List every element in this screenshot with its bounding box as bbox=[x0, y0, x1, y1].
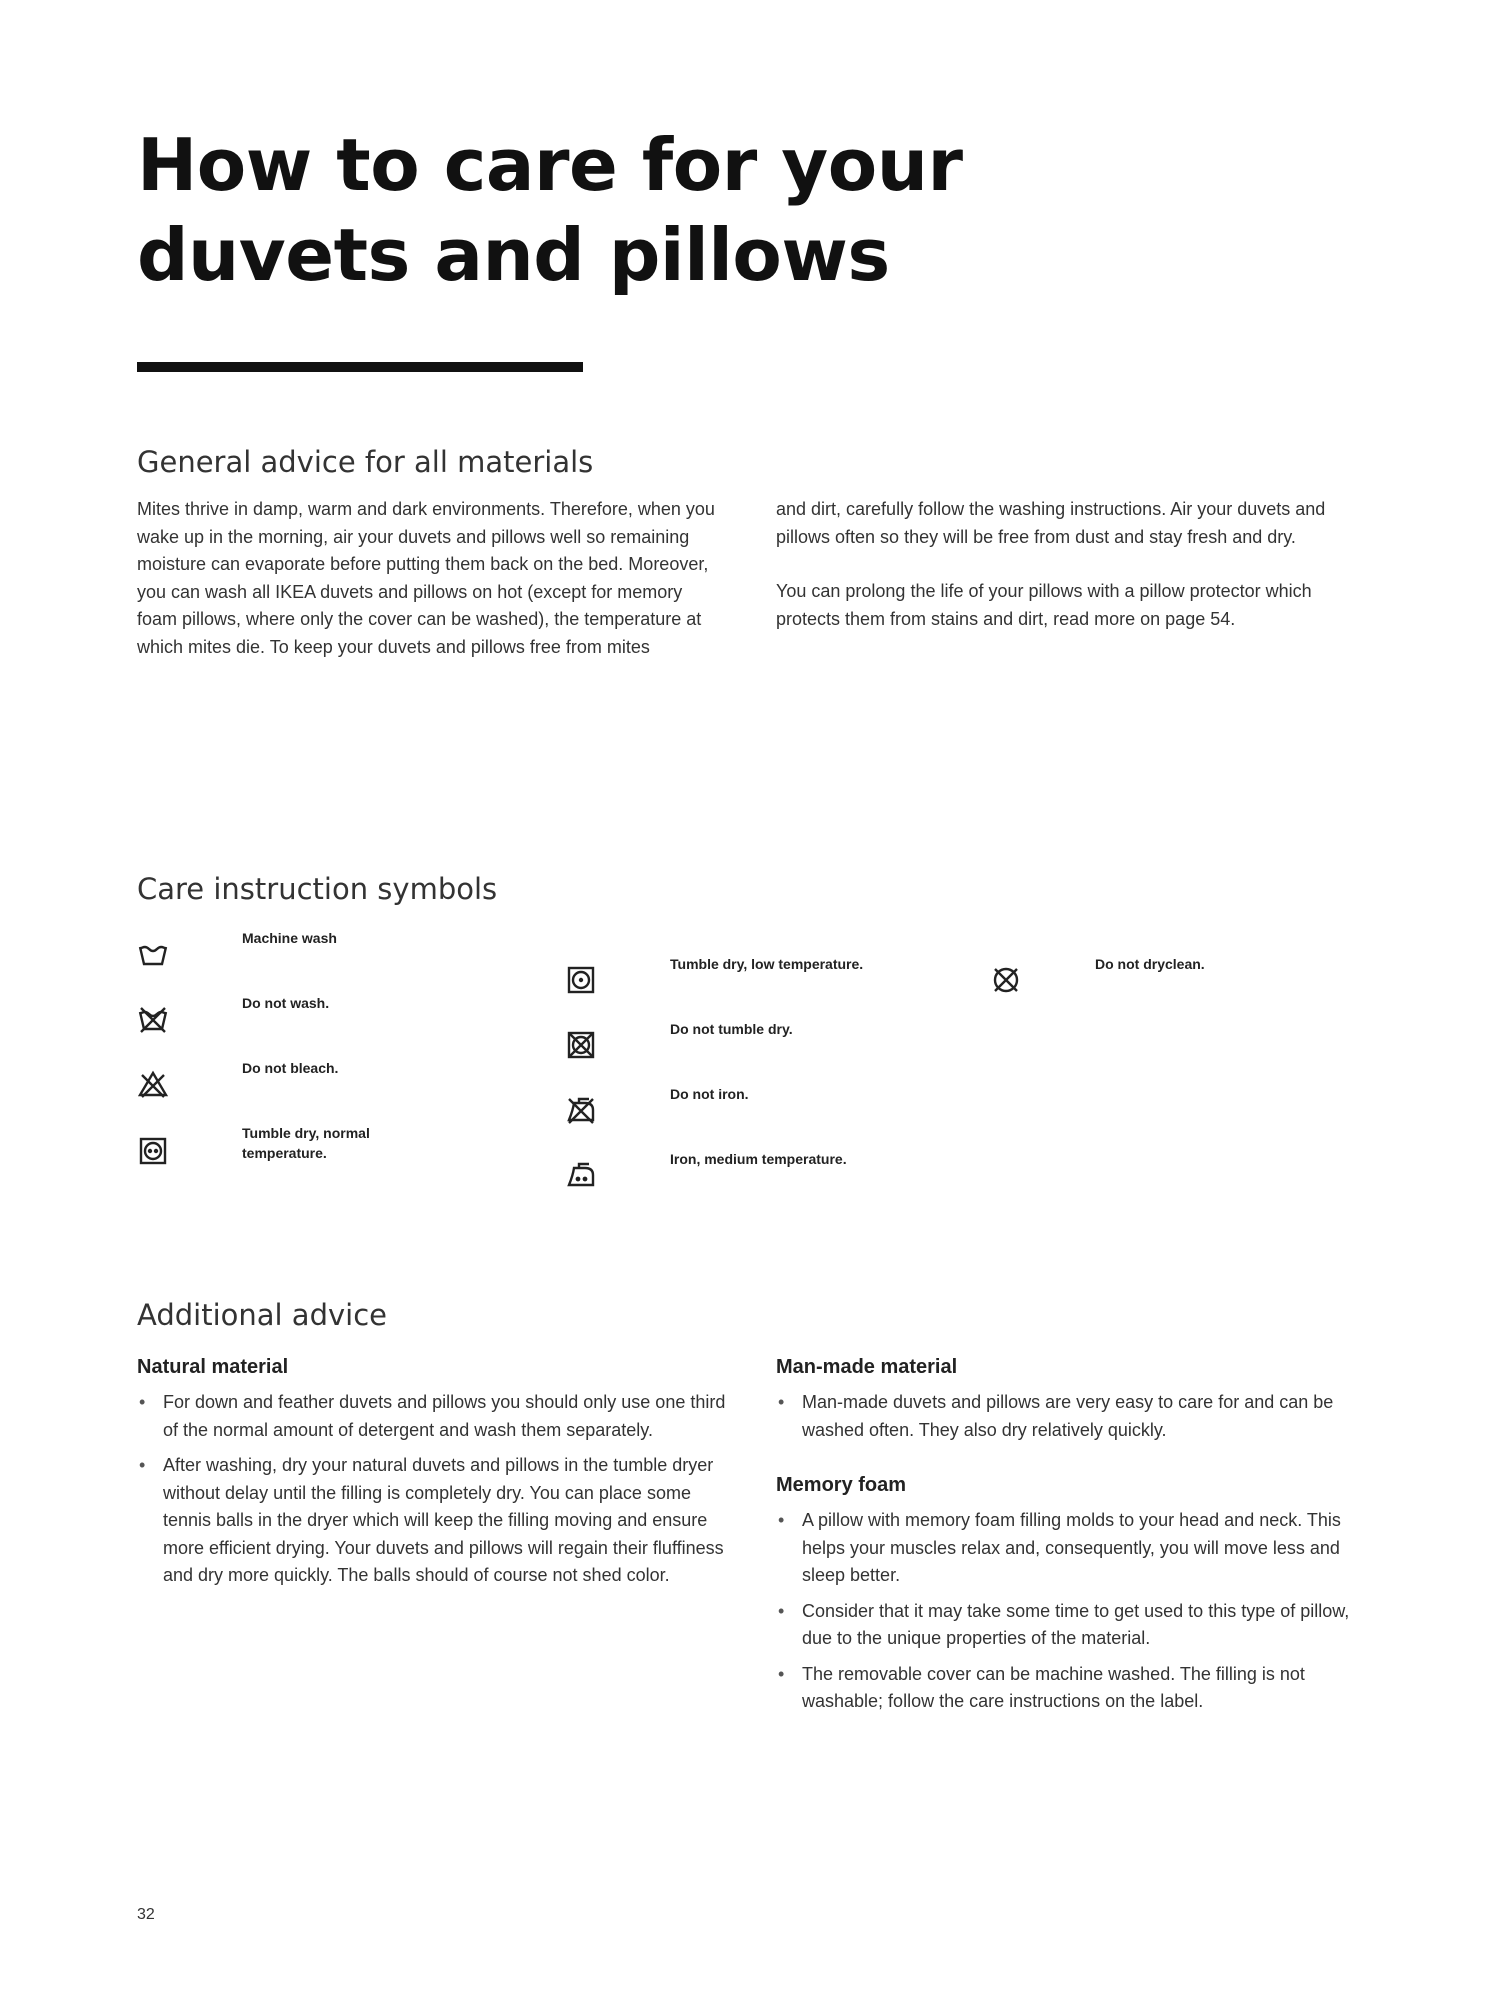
memory-foam-list bbox=[776, 1507, 1376, 1716]
do-not-wash-icon bbox=[137, 1003, 169, 1035]
care-symbols-grid bbox=[137, 928, 1437, 1208]
care-label: Do not dryclean. bbox=[1095, 956, 1205, 972]
natural-material-column bbox=[137, 1356, 737, 1598]
do-not-dryclean-icon bbox=[990, 964, 1022, 996]
care-symbols-heading: Care instruction symbols bbox=[137, 872, 498, 906]
care-label: Do not tumble dry. bbox=[670, 1021, 793, 1037]
additional-advice-heading: Additional advice bbox=[137, 1298, 387, 1332]
general-advice-heading: General advice for all materials bbox=[137, 445, 594, 479]
page-number: 32 bbox=[137, 1906, 155, 1923]
tumble-dry-low-icon bbox=[565, 964, 597, 996]
natural-material-list bbox=[137, 1389, 737, 1590]
manmade-material-title: Man-made material bbox=[776, 1356, 958, 1378]
care-label: Machine wash bbox=[242, 930, 337, 946]
list-item: • For down and feather duvets and pillows you should only use one third of the normal amount of detergent and wash them separately. bbox=[137, 1389, 737, 1444]
care-label: Tumble dry, low temperature. bbox=[670, 956, 864, 972]
care-label: Do not wash. bbox=[242, 995, 330, 1011]
iron-medium-icon bbox=[565, 1159, 597, 1191]
title-underline bbox=[137, 362, 583, 372]
list-item: • The removable cover can be machine washed. The filling is not washable; follow the care instructions on the label. bbox=[776, 1661, 1376, 1716]
manmade-memory-column bbox=[776, 1356, 1376, 1724]
care-label: Do not bleach. bbox=[242, 1060, 339, 1076]
tumble-dry-normal-icon bbox=[137, 1135, 169, 1167]
list-item: • Consider that it may take some time to get used to this type of pillow, due to the unique properties of the material. bbox=[776, 1598, 1376, 1653]
general-advice-col1 bbox=[137, 496, 727, 661]
do-not-bleach-icon bbox=[137, 1068, 169, 1100]
list-item: • A pillow with memory foam filling molds to your head and neck. This helps your muscles relax and, consequently, you will move less and sleep better. bbox=[776, 1507, 1376, 1590]
care-label: Iron, medium temperature. bbox=[670, 1151, 847, 1167]
natural-material-title: Natural material bbox=[137, 1356, 289, 1378]
general-advice-col2 bbox=[776, 496, 1366, 633]
care-label: Do not iron. bbox=[670, 1086, 749, 1102]
general-advice-paragraph-3: You can prolong the life of your pillows with a pillow protector which protects them from stains and dirt, read more on page 54. bbox=[776, 581, 1312, 629]
do-not-tumble-dry-icon bbox=[565, 1029, 597, 1061]
page-title: How to care for your duvets and pillows bbox=[137, 123, 963, 297]
care-label: Tumble dry, normal temperature. bbox=[242, 1125, 370, 1161]
do-not-iron-icon bbox=[565, 1094, 597, 1126]
list-item: • Man-made duvets and pillows are very easy to care for and can be washed often. They also dry relatively quickly. bbox=[776, 1389, 1376, 1444]
list-item: • After washing, dry your natural duvets and pillows in the tumble dryer without delay until the filling is completely dry. You can place some tennis balls in the dryer which will keep the filling moving and ensure more efficient drying. Your duvets and pillows will regain their fluffiness and dry more quickly. The balls should of course not shed color. bbox=[137, 1452, 737, 1590]
machine-wash-icon bbox=[137, 938, 169, 970]
memory-foam-title: Memory foam bbox=[776, 1474, 907, 1496]
general-advice-paragraph-2: and dirt, carefully follow the washing instructions. Air your duvets and pillows often so they will be free from dust and stay fresh and dry. bbox=[776, 499, 1326, 547]
general-advice-paragraph-1: Mites thrive in damp, warm and dark environments. Therefore, when you wake up in the morning, air your duvets and pillows well so remaining moisture can evaporate before putting them back on the bed. Moreover, you can wash all IKEA duvets and pillows on hot (except for memory foam pillows, where only the cover can be washed), the temperature at which mites die. To keep your duvets and pillows free from mites bbox=[137, 499, 715, 657]
manmade-material-list bbox=[776, 1389, 1376, 1444]
